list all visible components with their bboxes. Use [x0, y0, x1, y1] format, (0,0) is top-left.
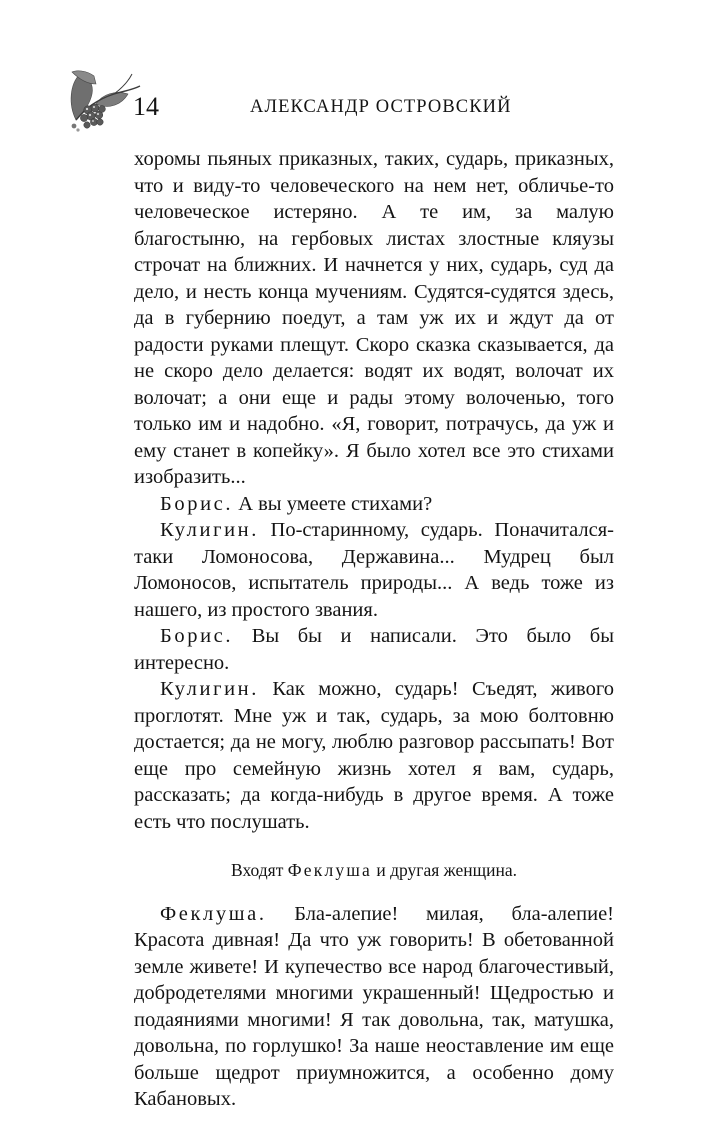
- speaker-name: Борис.: [160, 492, 234, 515]
- page-number: 14: [133, 92, 159, 121]
- stage-direction: [134, 857, 614, 884]
- running-head: АЛЕКСАНДР ОСТРОВСКИЙ: [250, 97, 512, 117]
- speaker-name: Кулигин.: [160, 678, 259, 700]
- dialogue-boris-1: [134, 491, 614, 518]
- speaker-name: Кулигин.: [160, 519, 259, 541]
- speaker-name: Борис.: [160, 625, 234, 647]
- dialogue-kuligin-2: [134, 676, 614, 835]
- stage-direction-text: и другая женщина.: [376, 860, 517, 880]
- dialogue-feklusha-1: [134, 901, 614, 1113]
- stage-direction-character: Феклуша: [287, 860, 372, 880]
- dialogue-boris-2: [134, 623, 614, 676]
- speech-text: По-старинному, сударь. Поначитался-таки Ломоносова, Державина... Мудрец был Ломоносов, испытатель природы... А ведь тоже из нашего, из простого звания.: [134, 519, 614, 621]
- body-text: [134, 146, 614, 1113]
- speaker-name: Феклуша.: [160, 902, 267, 925]
- dialogue-kuligin-1: [134, 517, 614, 623]
- speech-text: А вы умеете стихами?: [238, 492, 433, 515]
- paragraph-continuation: хоромы пьяных приказных, таких, сударь, приказных, что и виду-то человеческого на нем нет, обличье-то человеческое истеряно. А те им, за малую благостыню, на гербовых листах злостные кляузы строчат на ближних. И начнется у них, сударь, суд да дело, и несть конца мучениям. Судятся-судятся здесь, да в губернию поедут, а там уж их и ждут да от радости руками плещут. Скоро сказка сказывается, да не скоро дело делается: водят их водят, волочат их волочат; а они еще и рады этому волоченью, того только им и надобно. «Я, говорит, потрачусь, да уж и ему станет в копейку». Я было хотел все это стихами изобразить...: [134, 148, 614, 488]
- speech-text: Бла-алепие! милая, бла-алепие! Красота дивная! Да что уж говорить! В обетованной земле живете! И купечество все народ благочестивый, добродетелями многими украшенный! Щедростью и подаяниями многими! Я так довольна, так, матушка, довольна, по горлушко! За наше неоставление им еще больше щедрот приумножится, а особенно дому Кабановых.: [134, 902, 615, 1110]
- stage-direction-text: Входят: [231, 860, 284, 880]
- speech-text: Вы бы и написали. Это было бы интересно.: [134, 625, 614, 674]
- speech-text: Как можно, сударь! Съедят, живого проглотят. Мне уж и так, сударь, за мою болтовню достается; да не могу, люблю разговор рассыпать! Вот еще про семейную жизнь хотел я вам, сударь, рассказать; да когда-нибудь в другое время. А тоже есть что послушать.: [134, 678, 614, 833]
